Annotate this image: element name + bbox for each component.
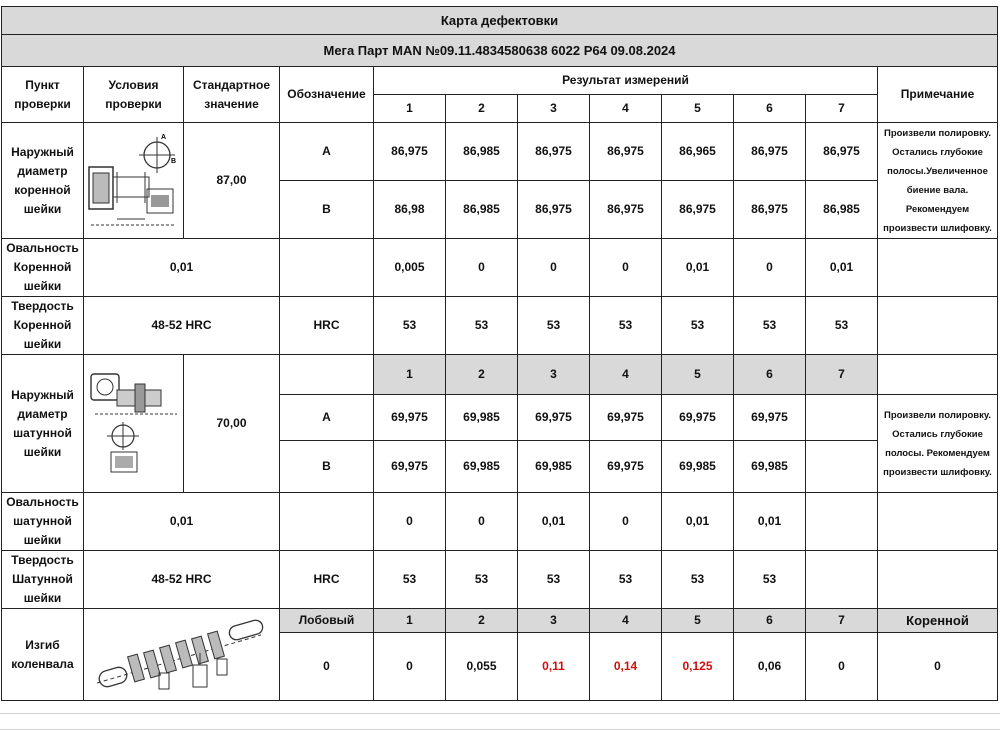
rod-hardness-label: Твердость Шатунной шейки	[2, 551, 84, 609]
header-conditions: Условия проверки	[84, 67, 184, 123]
rod-ovality-3: 0,01	[518, 493, 590, 551]
rod-ovality-6: 0,01	[734, 493, 806, 551]
rod-journal-a-6: 69,975	[734, 395, 806, 441]
rod-journal-standard: 70,00	[184, 355, 280, 493]
bend-value-5: 0,125	[662, 633, 734, 701]
header-col-3: 3	[518, 95, 590, 123]
rod-journal-b-3: 69,985	[518, 441, 590, 493]
rod-journal-designation-b: B	[280, 441, 374, 493]
bend-front-label: Лобовый	[280, 609, 374, 633]
bend-value-2: 0,055	[446, 633, 518, 701]
rod-ovality-standard: 0,01	[84, 493, 280, 551]
rod-journal-label: Наружный диаметр шатунной шейки	[2, 355, 84, 493]
svg-text:B: B	[170, 157, 176, 165]
bend-col-4: 4	[590, 609, 662, 633]
rod-journal-b-5: 69,985	[662, 441, 734, 493]
header-col-1: 1	[374, 95, 446, 123]
rod-journal-designation-a: A	[280, 395, 374, 441]
rod-journal-b-2: 69,985	[446, 441, 518, 493]
rod-journal-a-7	[806, 395, 878, 441]
header-results: Результат измерений	[374, 67, 878, 95]
main-hardness-6: 53	[734, 297, 806, 355]
main-hardness-3: 53	[518, 297, 590, 355]
main-journal-diagram	[84, 123, 184, 239]
rod-hardness-6: 53	[734, 551, 806, 609]
bend-value-4: 0,14	[590, 633, 662, 701]
header-col-4: 4	[590, 95, 662, 123]
main-journal-standard: 87,00	[184, 123, 280, 239]
rod-col-6: 6	[734, 355, 806, 395]
header-col-2: 2	[446, 95, 518, 123]
main-journal-note: Произвели полировку. Остались глубокие полосы.Увеличенное биение вала. Рекомендуем произвести шлифовку.	[878, 123, 998, 239]
main-journal-a-6: 86,975	[734, 123, 806, 181]
rod-hardness-1: 53	[374, 551, 446, 609]
rod-journal-b-7	[806, 441, 878, 493]
header-designation: Обозначение	[280, 67, 374, 123]
rod-hardness-7	[806, 551, 878, 609]
main-hardness-designation: HRC	[280, 297, 374, 355]
main-hardness-5: 53	[662, 297, 734, 355]
main-hardness-note	[878, 297, 998, 355]
rod-journal-a-4: 69,975	[590, 395, 662, 441]
defect-card-table	[1, 6, 998, 701]
main-ovality-standard: 0,01	[84, 239, 280, 297]
header-col-7: 7	[806, 95, 878, 123]
rod-journal-diagram-icon	[87, 370, 181, 478]
main-journal-b-1: 86,98	[374, 181, 446, 239]
rod-journal-a-3: 69,975	[518, 395, 590, 441]
bend-main-value: 0	[878, 633, 998, 701]
main-hardness-label: Твердость Коренной шейки	[2, 297, 84, 355]
rod-hardness-standard: 48-52 HRC	[84, 551, 280, 609]
svg-text:A: A	[160, 133, 166, 141]
rod-ovality-1: 0	[374, 493, 446, 551]
rod-col-5: 5	[662, 355, 734, 395]
header-note: Примечание	[878, 67, 998, 123]
rod-hardness-note	[878, 551, 998, 609]
main-journal-b-4: 86,975	[590, 181, 662, 239]
main-journal-a-2: 86,985	[446, 123, 518, 181]
main-ovality-3: 0	[518, 239, 590, 297]
rod-journal-b-4: 69,975	[590, 441, 662, 493]
bend-col-3: 3	[518, 609, 590, 633]
main-hardness-standard: 48-52 HRC	[84, 297, 280, 355]
main-journal-b-2: 86,985	[446, 181, 518, 239]
rod-col-7: 7	[806, 355, 878, 395]
bend-value-7: 0	[806, 633, 878, 701]
rod-col-3: 3	[518, 355, 590, 395]
bend-main-label: Коренной	[878, 609, 998, 633]
bend-front-value: 0	[280, 633, 374, 701]
main-journal-b-3: 86,975	[518, 181, 590, 239]
main-journal-a-5: 86,965	[662, 123, 734, 181]
main-journal-designation-a: A	[280, 123, 374, 181]
header-col-5: 5	[662, 95, 734, 123]
bend-value-6: 0,06	[734, 633, 806, 701]
bend-diagram	[84, 609, 280, 701]
rod-journal-b-1: 69,975	[374, 441, 446, 493]
rod-journal-a-1: 69,975	[374, 395, 446, 441]
main-ovality-1: 0,005	[374, 239, 446, 297]
journal-measure-diagram-icon	[87, 127, 181, 235]
rod-ovality-5: 0,01	[662, 493, 734, 551]
bend-col-1: 1	[374, 609, 446, 633]
rod-hardness-2: 53	[446, 551, 518, 609]
card-subtitle: Мега Парт MAN №09.11.4834580638 6022 P64 09.08.2024	[2, 35, 998, 67]
bend-col-6: 6	[734, 609, 806, 633]
rod-ovality-note	[878, 493, 998, 551]
main-journal-a-1: 86,975	[374, 123, 446, 181]
main-ovality-label: Овальность Коренной шейки	[2, 239, 84, 297]
main-journal-a-7: 86,975	[806, 123, 878, 181]
bend-col-5: 5	[662, 609, 734, 633]
main-journal-a-4: 86,975	[590, 123, 662, 181]
rod-hardness-5: 53	[662, 551, 734, 609]
main-journal-b-6: 86,975	[734, 181, 806, 239]
rod-journal-b-6: 69,985	[734, 441, 806, 493]
rod-journal-diagram	[84, 355, 184, 493]
header-col-6: 6	[734, 95, 806, 123]
main-ovality-4: 0	[590, 239, 662, 297]
rod-ovality-designation	[280, 493, 374, 551]
main-ovality-5: 0,01	[662, 239, 734, 297]
card-title: Карта дефектовки	[2, 7, 998, 35]
grid-line	[0, 713, 1000, 714]
main-hardness-7: 53	[806, 297, 878, 355]
rod-col-4: 4	[590, 355, 662, 395]
rod-hardness-3: 53	[518, 551, 590, 609]
rod-col-2: 2	[446, 355, 518, 395]
rod-hardness-designation: HRC	[280, 551, 374, 609]
bend-col-2: 2	[446, 609, 518, 633]
rod-col-1: 1	[374, 355, 446, 395]
main-ovality-6: 0	[734, 239, 806, 297]
main-hardness-1: 53	[374, 297, 446, 355]
main-journal-b-5: 86,975	[662, 181, 734, 239]
header-point: Пункт проверки	[2, 67, 84, 123]
rod-hardness-4: 53	[590, 551, 662, 609]
main-journal-label: Наружный диаметр коренной шейки	[2, 123, 84, 239]
bend-value-1: 0	[374, 633, 446, 701]
bend-col-7: 7	[806, 609, 878, 633]
bend-value-3: 0,11	[518, 633, 590, 701]
main-journal-b-7: 86,985	[806, 181, 878, 239]
rod-ovality-label: Овальность шатунной шейки	[2, 493, 84, 551]
rod-ovality-7	[806, 493, 878, 551]
rod-journal-a-5: 69,975	[662, 395, 734, 441]
main-journal-designation-b: B	[280, 181, 374, 239]
header-standard: Стандартное значение	[184, 67, 280, 123]
rod-journal-designation-header	[280, 355, 374, 395]
main-ovality-note	[878, 239, 998, 297]
main-ovality-2: 0	[446, 239, 518, 297]
main-hardness-2: 53	[446, 297, 518, 355]
main-hardness-4: 53	[590, 297, 662, 355]
rod-journal-note-header	[878, 355, 998, 395]
main-journal-a-3: 86,975	[518, 123, 590, 181]
main-ovality-designation	[280, 239, 374, 297]
bend-label: Изгиб коленвала	[2, 609, 84, 701]
rod-journal-note: Произвели полировку. Остались глубокие полосы. Рекомендуем произвести шлифовку.	[878, 395, 998, 493]
rod-journal-a-2: 69,985	[446, 395, 518, 441]
crankshaft-bend-diagram-icon	[89, 613, 275, 697]
rod-ovality-4: 0	[590, 493, 662, 551]
main-ovality-7: 0,01	[806, 239, 878, 297]
rod-ovality-2: 0	[446, 493, 518, 551]
